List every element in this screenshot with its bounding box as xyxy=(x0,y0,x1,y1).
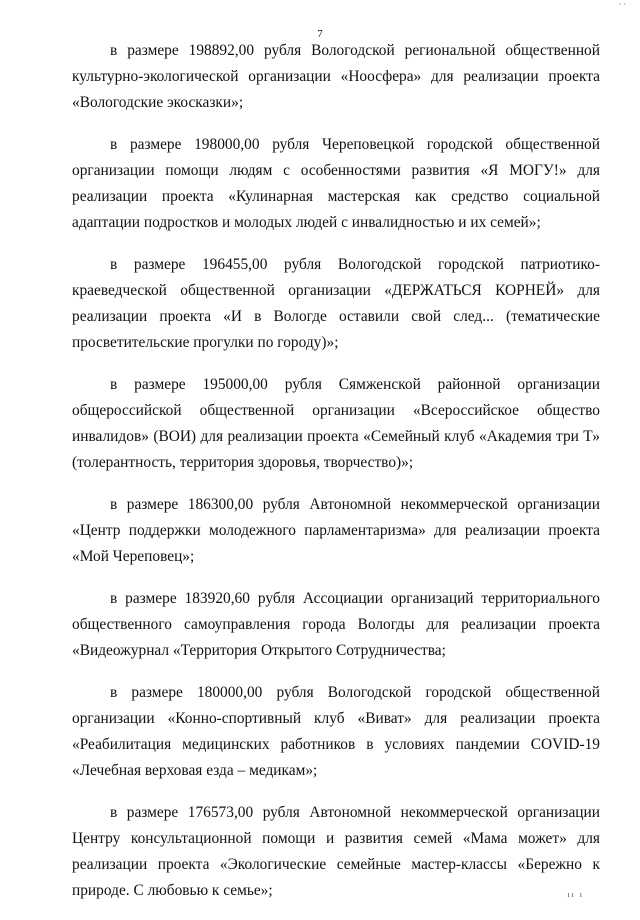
paragraph-5: в размере 186300,00 рубля Автономной некоммерческой организации «Центр поддержки молодежного парламентаризма» для реализации проекта «Мой Череповец»; xyxy=(72,496,600,565)
corner-mark: · · xyxy=(618,0,626,9)
document-body xyxy=(72,38,600,920)
page-number: 7 xyxy=(317,28,323,40)
paragraph-8: в размере 176573,00 рубля Автономной некоммерческой организации Центру консультационной помощи и развития семей «Мама может» для реализации проекта «Экологические семейные мастер-классы «Бережно к природе. С любовью к семье»; xyxy=(72,804,600,899)
bottom-mark: ıı ı xyxy=(567,890,584,899)
paragraph-4: в размере 195000,00 рубля Сямженской районной организации общероссийской общественной организации «Всероссийское общество инвалидов» (ВОИ) для реализации проекта «Семейный клуб «Академия три Т» (толерантность, территория здоровья, творчество)»; xyxy=(72,376,600,471)
paragraph-6: в размере 183920,60 рубля Ассоциации организаций территориального общественного самоуправления города Вологды для реализации проекта «Видеожурнал «Территория Открытого Сотрудничества; xyxy=(72,590,600,659)
paragraph-7: в размере 180000,00 рубля Вологодской городской общественной организации «Конно-спортивный клуб «Виват» для реализации проекта «Реабилитация медицинских работников в условиях пандемии COVID-19 «Лечебная верховая езда – медикам»; xyxy=(72,684,600,779)
paragraph-3: в размере 196455,00 рубля Вологодской городской патриотико-краеведческой общественной организации «ДЕРЖАТЬСЯ КОРНЕЙ» для реализации проекта «И в Вологде оставили свой след... (тематические просветительские прогулки по городу)»; xyxy=(72,256,600,351)
paragraph-1: в размере 198892,00 рубля Вологодской региональной общественной культурно-экологической организации «Ноосфера» для реализации проекта «Вологодские экосказки»; xyxy=(72,42,600,111)
paragraph-2: в размере 198000,00 рубля Череповецкой городской общественной организации помощи людям с особенностями развития «Я МОГУ!» для реализации проекта «Кулинарная мастерская как средство социальной адаптации подростков и молодых людей с инвалидностью и их семей»; xyxy=(72,136,600,231)
